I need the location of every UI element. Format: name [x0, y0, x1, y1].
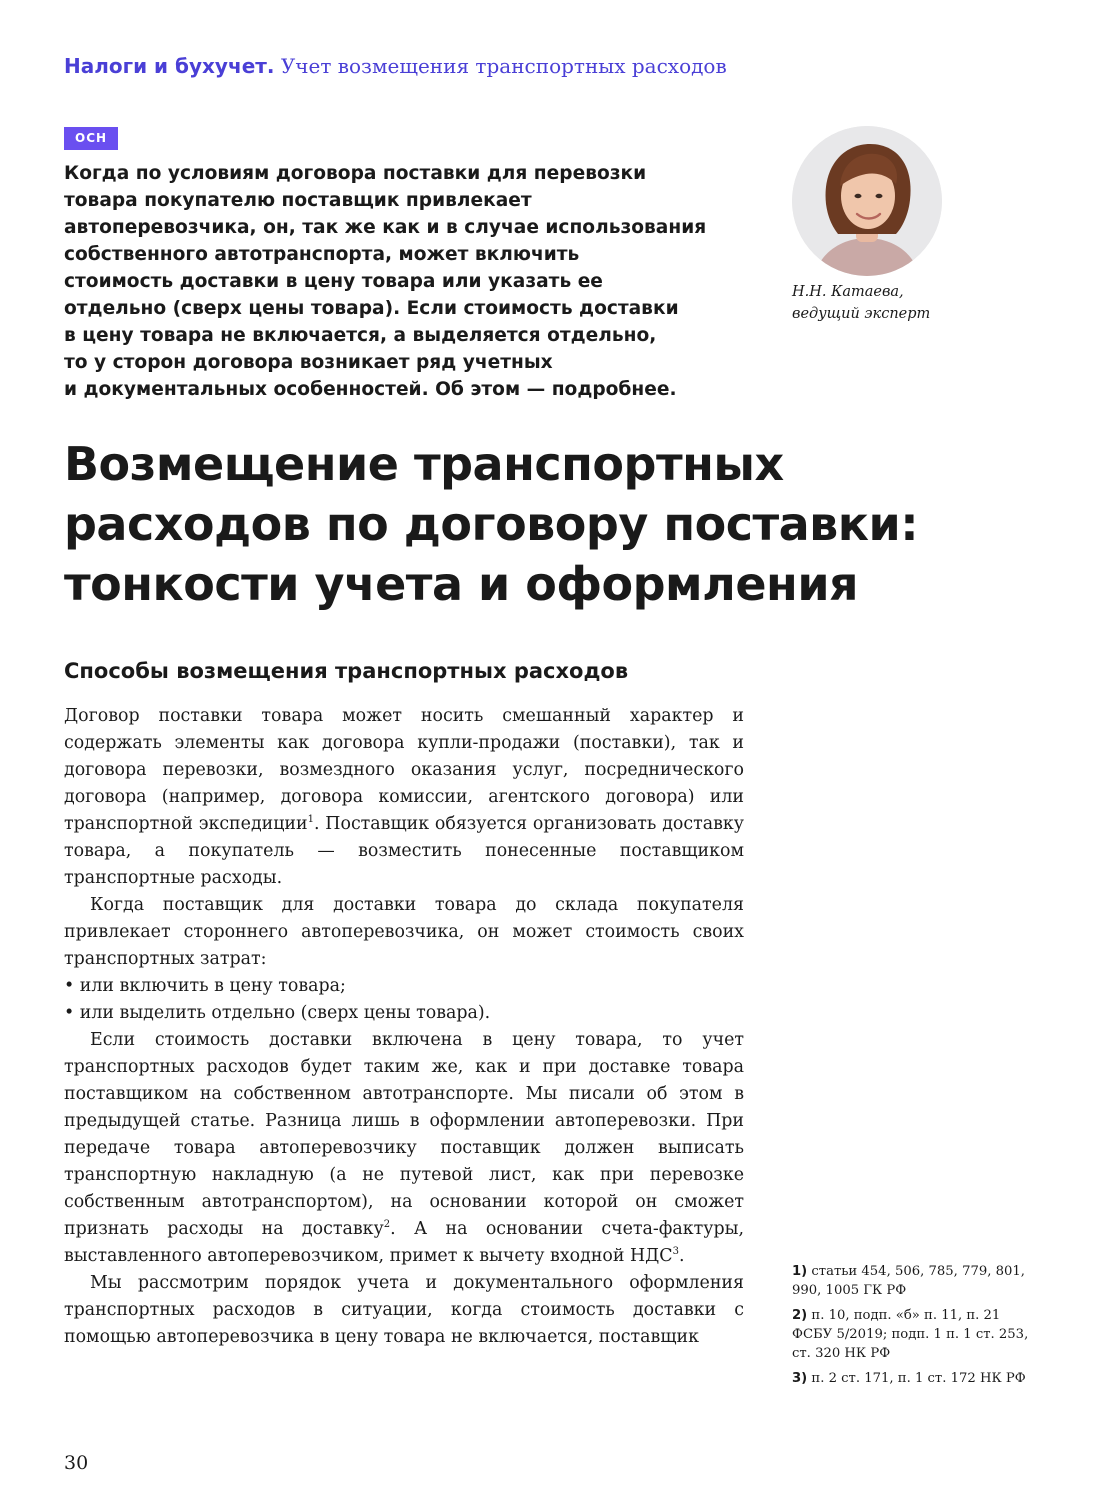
body-paragraph: [64, 1027, 744, 1270]
body-text-run: Договор поставки товара может носить смешанный характер и содержать элементы как договора купли-продажи (поставки), так и договора перевозки, возмездного оказания услуг, посреднического договора (например, договора комиссии, агентского договора) или транспортной экспедиции: [64, 706, 744, 834]
body-paragraph: [64, 703, 744, 892]
footnote-text: п. 2 ст. 171, п. 1 ст. 172 НК РФ: [811, 1371, 1026, 1386]
footnote-ref: 1: [307, 814, 314, 826]
author-photo: [792, 126, 942, 276]
lead-line: в цену товара не включается, а выделяется отдельно,: [64, 325, 657, 346]
footnote-number: 1): [792, 1264, 808, 1279]
body-text-run: .: [679, 1246, 685, 1266]
section-topic: Учет возмещения транспортных расходов: [280, 54, 727, 78]
author-caption: [792, 281, 1012, 325]
body-text-run: Если стоимость доставки включена в цену товара, то учет транспортных расходов будет таким же, как и при доставке товара поставщиком на собственном автотранспорте. Мы писали об этом в предыдущей статье. Разница лишь в оформлении автоперевозки. При передаче товара автоперевозчику поставщик должен выписать транспортную накладную (а не путевой лист, как при перевозке собственным автотранспортом), на основании которой он сможет признать расходы на доставку: [64, 1030, 744, 1239]
lead-line: стоимость доставки в цену товара или указать ее: [64, 271, 603, 292]
footnote: [792, 1369, 1042, 1388]
footnote-text: статьи 454, 506, 785, 779, 801, 990, 1005 ГК РФ: [792, 1264, 1025, 1298]
footnote-number: 3): [792, 1371, 808, 1386]
author-name: Н.Н. Катаева,: [792, 284, 904, 300]
running-header: [64, 52, 964, 80]
lead-line: собственного автотранспорта, может включить: [64, 244, 580, 265]
footnote: [792, 1306, 1042, 1363]
footnote-ref: 2: [383, 1219, 391, 1231]
body-paragraph: Когда поставщик для доставки товара до склада покупателя привлекает стороннего автоперевозчика, он может стоимость своих транспортных затрат:: [64, 895, 744, 969]
list-item: • или включить в цену товара;: [64, 976, 346, 996]
section-name: Налоги и бухучет.: [64, 54, 275, 78]
lead-line: товара покупателю поставщик привлекает: [64, 190, 532, 211]
body-text-run: . Поставщик обязуется организовать доставку товара, а покупатель — возместить понесенные поставщиком транспортные расходы.: [64, 814, 744, 888]
section-subheading: Способы возмещения транспортных расходов: [64, 659, 629, 683]
title-line: тонкости учета и оформления: [64, 557, 859, 611]
tax-regime-tag: ОСН: [64, 127, 118, 150]
footnotes: [792, 1262, 1042, 1394]
body-paragraph: Мы рассмотрим порядок учета и документального оформления транспортных расходов в ситуации, когда стоимость доставки с помощью автоперевозчика в цену товара не включается, поставщик: [64, 1273, 744, 1347]
lead-line: и документальных особенностей. Об этом — подробнее.: [64, 379, 677, 400]
lead-paragraph: [64, 160, 754, 403]
body-text-run: . А на основании счета-фактуры, выставленного автоперевозчиком, примет к вычету входной НДС: [64, 1219, 744, 1266]
lead-line: Когда по условиям договора поставки для перевозки: [64, 163, 647, 184]
title-line: расходов по договору поставки:: [64, 497, 919, 551]
footnote-text: п. 10, подп. «б» п. 11, п. 21 ФСБУ 5/2019; подп. 1 п. 1 ст. 253, ст. 320 НК РФ: [792, 1308, 1029, 1361]
footnote-number: 2): [792, 1308, 808, 1323]
lead-line: автоперевозчика, он, так же как и в случае использования: [64, 217, 707, 238]
list-item: • или выделить отдельно (сверх цены товара).: [64, 1003, 491, 1023]
article-body: [64, 703, 744, 1351]
page-number: 30: [64, 1452, 89, 1474]
title-line: Возмещение транспортных: [64, 437, 784, 491]
footnote-ref: 3: [672, 1246, 679, 1258]
footnote: [792, 1262, 1042, 1300]
lead-line: отдельно (сверх цены товара). Если стоимость доставки: [64, 298, 679, 319]
lead-line: то у сторон договора возникает ряд учетных: [64, 352, 553, 373]
author-role: ведущий эксперт: [792, 306, 931, 322]
author-portrait-icon: [792, 126, 942, 276]
article-title: [64, 434, 1064, 614]
